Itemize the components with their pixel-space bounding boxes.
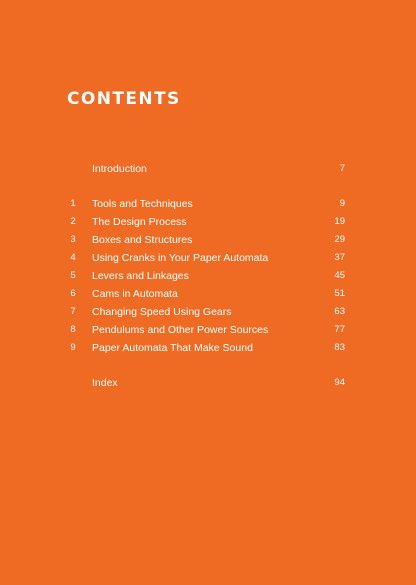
toc-chapter-number: 8 <box>70 324 76 335</box>
page-title: CONTENTS <box>67 89 181 109</box>
toc-label: Tools and Techniques <box>92 198 193 210</box>
toc-page-number: 19 <box>334 216 345 227</box>
toc-label: Boxes and Structures <box>92 234 193 246</box>
toc-entry-chapter-8 <box>0 322 416 338</box>
toc-page-number: 51 <box>334 288 345 299</box>
toc-entry-chapter-4 <box>0 250 416 266</box>
toc-entry-chapter-7 <box>0 304 416 320</box>
toc-label: The Design Process <box>92 216 187 228</box>
toc-label: Pendulums and Other Power Sources <box>92 324 269 336</box>
toc-page-number: 83 <box>334 342 345 353</box>
toc-entry-chapter-1 <box>0 196 416 212</box>
toc-page-number: 7 <box>339 163 345 174</box>
toc-label: Introduction <box>92 163 147 175</box>
toc-page-number: 45 <box>334 270 345 281</box>
toc-entry-chapter-6 <box>0 286 416 302</box>
toc-chapter-number: 6 <box>70 288 76 299</box>
toc-page-number: 77 <box>334 324 345 335</box>
toc-entry-chapter-2 <box>0 214 416 230</box>
toc-chapter-number: 2 <box>70 216 76 227</box>
toc-chapter-number: 5 <box>70 270 76 281</box>
toc-label: Levers and Linkages <box>92 270 189 282</box>
toc-label: Using Cranks in Your Paper Automata <box>92 252 269 264</box>
toc-entry-index <box>0 375 416 391</box>
toc-chapter-number: 4 <box>70 252 76 263</box>
toc-page-number: 29 <box>334 234 345 245</box>
toc-page-number: 9 <box>339 198 345 209</box>
toc-chapter-number: 7 <box>70 306 76 317</box>
toc-label: Cams in Automata <box>92 288 178 300</box>
toc-label: Paper Automata That Make Sound <box>92 342 253 354</box>
toc-label: Index <box>92 377 118 389</box>
toc-chapter-number: 9 <box>70 342 76 353</box>
toc-page-number: 94 <box>334 377 345 388</box>
toc-chapter-number: 1 <box>70 198 76 209</box>
toc-entry-chapter-9 <box>0 340 416 356</box>
toc-page-number: 37 <box>334 252 345 263</box>
toc-page-number: 63 <box>334 306 345 317</box>
toc-chapter-number: 3 <box>70 234 76 245</box>
toc-entry-chapter-3 <box>0 232 416 248</box>
toc-entry-introduction <box>0 161 416 177</box>
toc-entry-chapter-5 <box>0 268 416 284</box>
toc-label: Changing Speed Using Gears <box>92 306 232 318</box>
